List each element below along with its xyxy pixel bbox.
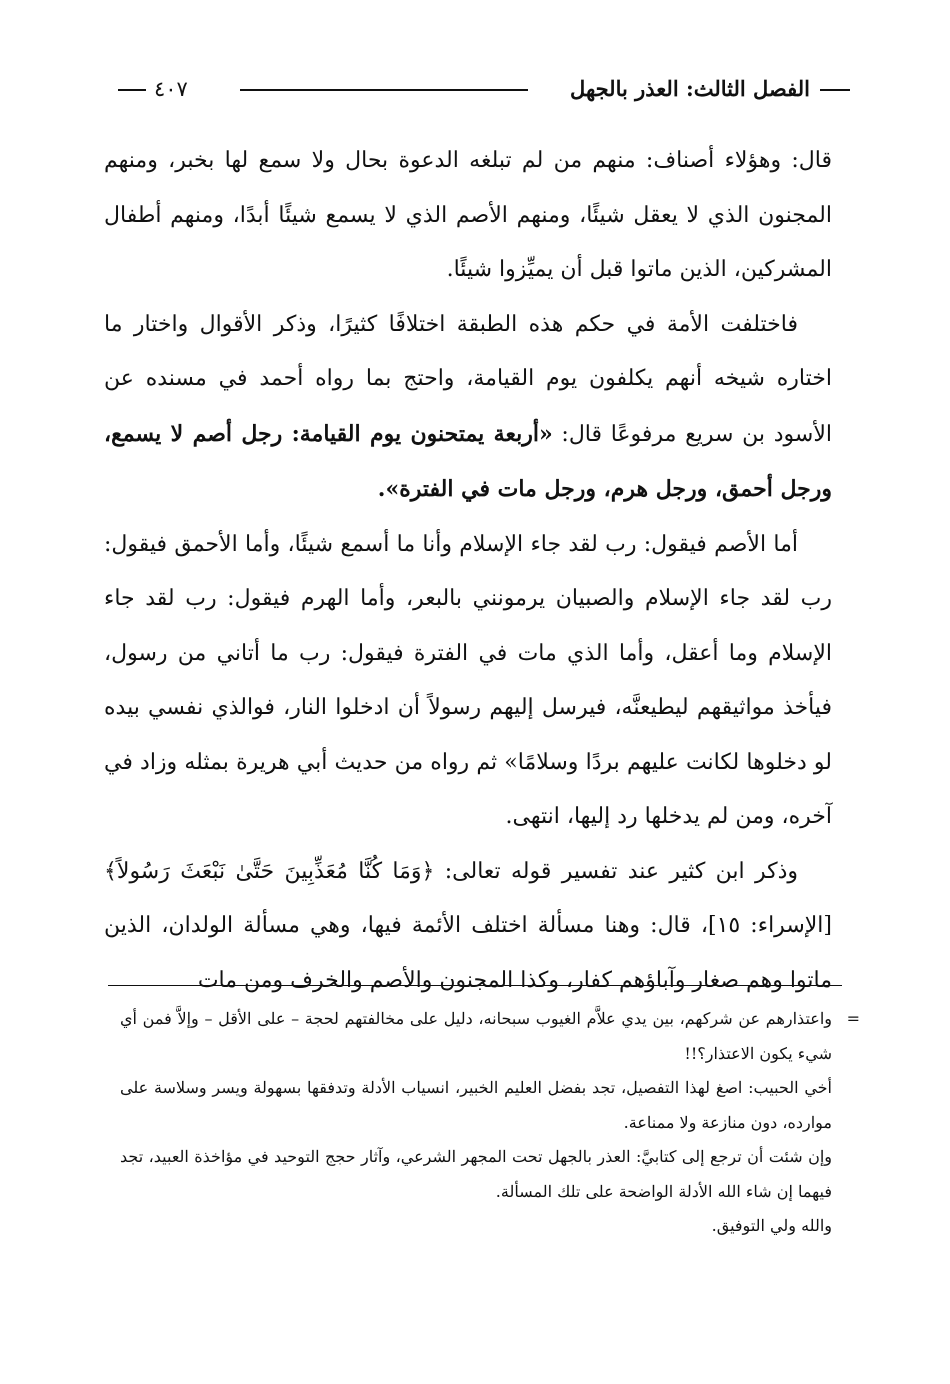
body-paragraph: أما الأصم فيقول: رب لقد جاء الإسلام وأنا ما أسمع شيئًا، وأما الأحمق فيقول: رب لقد جاء الإسلام والصبيان يرمونني بالبعر، وأما الهرم فيقول: رب لقد جاء الإسلام وما أعقل، وأما الذي مات في الفترة فيقول: رب ما أتاني من رسول، فيأخذ مواثيقهم ليطيعنَّه، فيرسل إليهم رسولاً أن ادخلوا النار، فوالذي نفسي بيده لو دخلوها لكانت عليهم بردًا وسلامًا» ثم رواه من حديث أبي هريرة بمثله وزاد في آخره، ومن لم يدخلها رد إليها، انتهى. xyxy=(104,531,832,829)
hadith-quote: «أربعة يمتحنون يوم القيامة: رجل أصم لا يسمع، ورجل أحمق، ورجل هرم، ورجل مات في الفترة». xyxy=(104,420,832,502)
footnote-separator xyxy=(108,985,842,986)
chapter-title: الفصل الثالث: العذر بالجهل xyxy=(570,76,810,101)
running-header xyxy=(118,74,850,104)
footnote-block xyxy=(120,1002,860,1071)
footnotes xyxy=(120,1002,860,1244)
footnote-paragraph: والله ولي التوفيق. xyxy=(711,1216,832,1235)
header-dash-right xyxy=(820,89,850,91)
main-text xyxy=(104,134,832,1008)
header-dash-left xyxy=(118,89,146,91)
paragraph-text: فاختلفت الأمة في حكم هذه الطبقة اختلافًا كثيرًا، وذكر الأقوال واختار ما اختاره شيخه أنهم يكلفون يوم القيامة، واحتج بما رواه أحمد في مسنده عن الأسود بن سريع مرفوعًا قال: xyxy=(104,311,833,447)
header-rule xyxy=(240,89,528,91)
footnote-continuation-marker: = xyxy=(846,1009,860,1028)
footnote-paragraph: وإن شئت أن ترجع إلى كتابيَّ: العذر بالجهل تحت المجهر الشرعي، وآثار حجج التوحيد في مؤاخذة العبيد، تجد فيهما إن شاء الله الأدلة الواضحة على تلك المسألة. xyxy=(120,1147,832,1201)
page-number: ٤٠٧ xyxy=(154,77,188,101)
body-paragraph: وذكر ابن كثير عند تفسير قوله تعالى: ﴿وَمَا كُنَّا مُعَذِّبِينَ حَتَّىٰ نَبْعَثَ رَسُولاً﴾ [الإسراء: ١٥]، قال: وهنا مسألة اختلف الأئمة فيها، وهي مسألة الولدان، الذين ماتوا وهم صغار وآباؤهم كفار، وكذا المجنون والأصم والخرف ومن مات xyxy=(104,858,832,993)
body-paragraph: قال: وهؤلاء أصناف: منهم من لم تبلغه الدعوة بحال ولا سمع لها بخبر، ومنهم المجنون الذي لا يعقل شيئًا، ومنهم الأصم الذي لا يسمع شيئًا أبدًا، ومنهم أطفال المشركين، الذين ماتوا قبل أن يميِّزوا شيئًا. xyxy=(104,148,832,282)
body-paragraph xyxy=(104,298,832,518)
footnote-paragraph: واعتذارهم عن شركهم، بين يدي علاَّم الغيوب سبحانه، دليل على مخالفتهم لحجة – على الأقل – وإلاَّ فمن أي شيء يكون الاعتذار؟!! xyxy=(120,1009,832,1063)
footnote-paragraph: أخي الحبيب: اصغ لهذا التفصيل، تجد بفضل العليم الخبير، انسياب الأدلة وتدفقها بسهولة ويسر وسلاسة على موارده، دون منازعة ولا ممناعة. xyxy=(120,1078,832,1132)
